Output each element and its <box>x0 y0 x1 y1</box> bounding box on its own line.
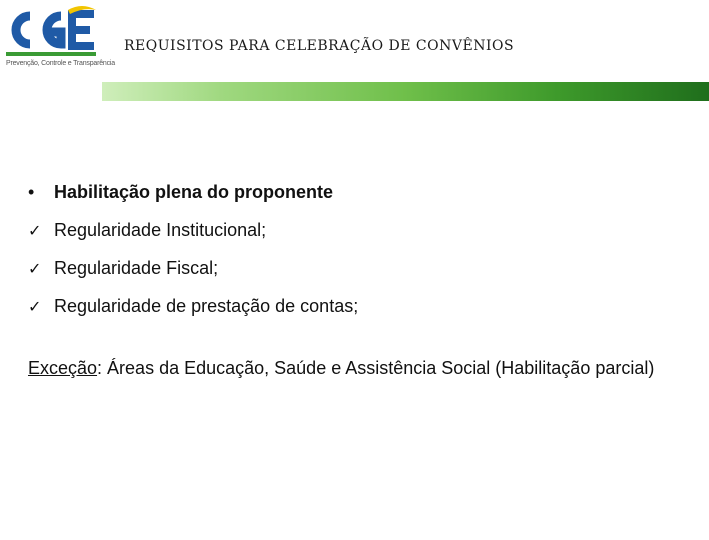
bullet-icon: • <box>28 182 35 202</box>
exception-text: : Áreas da Educação, Saúde e Assistência Social (Habilitação parcial) <box>97 358 655 378</box>
exception-label: Exceção <box>28 358 98 378</box>
cge-logo <box>4 4 115 72</box>
header-green-bar <box>102 82 709 101</box>
check-icon: ✓ <box>28 259 42 278</box>
heading-text: Habilitação plena do proponente <box>54 182 334 202</box>
requirement-item-label: Regularidade Institucional; <box>54 220 267 240</box>
exception-note <box>28 356 684 380</box>
requirement-item-label: Regularidade de prestação de contas; <box>54 296 359 316</box>
requirement-item <box>28 258 688 284</box>
page-title: REQUISITOS PARA CELEBRAÇÃO DE CONVÊNIOS <box>124 38 515 54</box>
check-icon: ✓ <box>28 221 42 240</box>
requirement-item <box>28 296 688 322</box>
check-icon: ✓ <box>28 297 42 316</box>
requirement-item-label: Regularidade Fiscal; <box>54 258 219 278</box>
requirement-item <box>28 220 688 246</box>
logo-tagline: Prevenção, Controle e Transparência <box>6 60 115 67</box>
requirement-heading <box>28 182 688 208</box>
cge-logo-mark <box>4 4 98 60</box>
main-content <box>28 182 688 380</box>
